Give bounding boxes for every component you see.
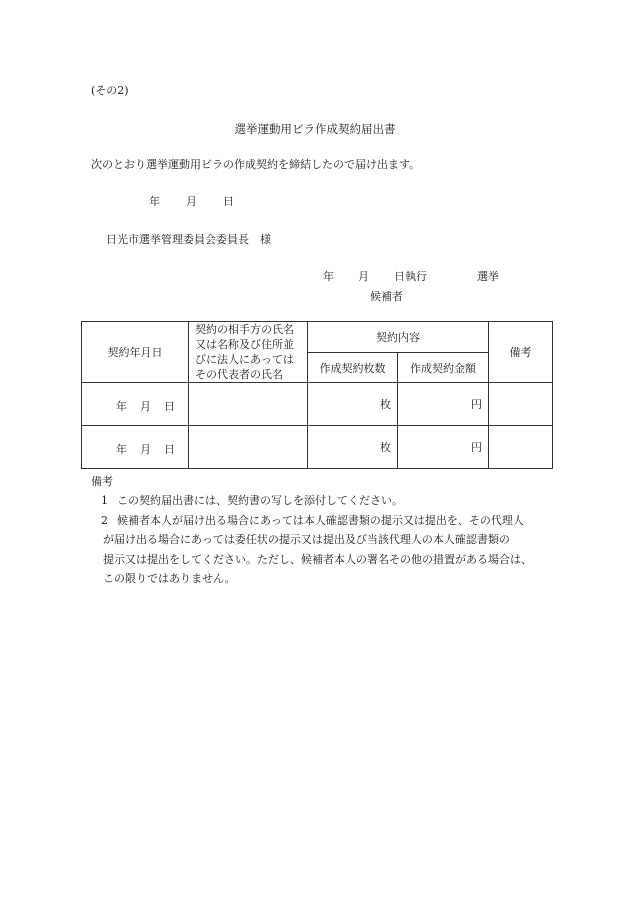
addressee: 日光市選挙管理委員会委員長 様	[106, 233, 271, 246]
election-day-exec-label: 日執行	[394, 270, 427, 283]
row-date-cell[interactable]	[82, 383, 189, 426]
amount-unit-label: 円	[471, 441, 482, 454]
intro-text: 次のとおり選挙運動用ビラの作成契約を締結したので届け出ます。	[91, 158, 421, 171]
row-day-label: 日	[164, 443, 175, 456]
party-header-line: 契約の相手方の氏名	[195, 323, 294, 336]
header-contract-party	[189, 322, 308, 383]
notes-list	[91, 491, 561, 589]
notes-heading: 備考	[91, 475, 113, 488]
header-contract-date: 契約年月日	[82, 322, 189, 383]
amount-unit-label: 円	[471, 398, 482, 411]
note-number: 1	[101, 494, 108, 507]
contract-table	[81, 321, 553, 469]
note-item	[91, 491, 561, 511]
row-day-label: 日	[164, 400, 175, 413]
document-title: 選挙運動用ビラ作成契約届出書	[234, 122, 396, 136]
form-number: (その2)	[91, 84, 129, 97]
count-unit-label: 枚	[380, 398, 391, 411]
row-remarks-cell[interactable]	[489, 426, 553, 469]
row-amount-cell[interactable]	[398, 426, 489, 469]
header-contract-amount: 作成契約金額	[398, 353, 489, 383]
row-month-label: 月	[140, 400, 151, 413]
candidate-label: 候補者	[370, 290, 403, 303]
election-year-label: 年	[323, 270, 334, 283]
note-line: この契約届出書には、契約書の写しを添付してください。	[117, 494, 403, 507]
note-line: 候補者本人が届け出る場合にあっては本人確認書類の提示又は提出を、その代理人	[117, 513, 524, 527]
date-month-label: 月	[186, 195, 197, 208]
party-header-line: びに法人にあっては	[195, 353, 294, 366]
note-number: 2	[101, 513, 108, 527]
header-remarks: 備考	[489, 322, 553, 383]
row-amount-cell[interactable]	[398, 383, 489, 426]
row-count-cell[interactable]	[308, 426, 398, 469]
election-month-label: 月	[358, 270, 369, 283]
count-unit-label: 枚	[380, 441, 391, 454]
header-contract-content: 契約内容	[308, 322, 489, 353]
date-year-label: 年	[149, 195, 160, 208]
row-year-label: 年	[116, 443, 127, 456]
party-header-line: 又は名称及び住所並	[195, 338, 294, 351]
row-party-cell[interactable]	[189, 383, 308, 426]
note-item	[91, 511, 561, 589]
table-row	[82, 383, 553, 426]
note-line: 提示又は提出をしてください。ただし、候補者本人の署名その他の措置がある場合は、	[103, 552, 532, 566]
party-header-line: その代表者の氏名	[195, 368, 283, 381]
date-day-label: 日	[223, 195, 234, 208]
table-row	[82, 426, 553, 469]
row-remarks-cell[interactable]	[489, 383, 553, 426]
election-label: 選挙	[477, 270, 499, 283]
note-line: この限りではありません。	[103, 572, 236, 585]
note-line: が届け出る場合にあっては委任状の提示又は提出及び当該代理人の本人確認書類の	[103, 533, 510, 546]
row-month-label: 月	[140, 443, 151, 456]
row-count-cell[interactable]	[308, 383, 398, 426]
row-party-cell[interactable]	[189, 426, 308, 469]
row-date-cell[interactable]	[82, 426, 189, 469]
header-contract-count: 作成契約枚数	[308, 353, 398, 383]
row-year-label: 年	[116, 400, 127, 413]
